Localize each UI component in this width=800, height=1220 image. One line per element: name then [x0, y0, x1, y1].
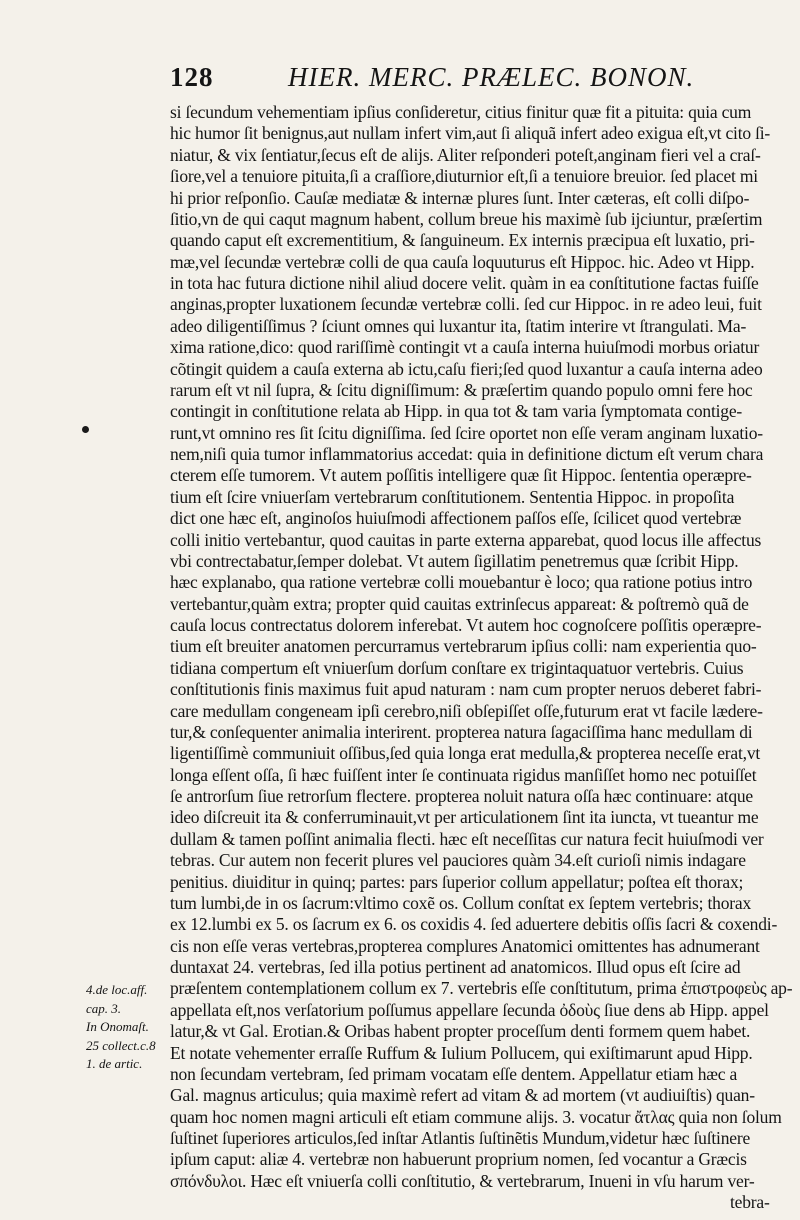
- text-line: ligentiſſimè communiuit oſſibus,ſed quia longa erat medulla,& propterea neceſſe erat,vt: [170, 743, 761, 764]
- running-head: HIER. MERC. PRÆLEC. BONON.: [288, 62, 695, 92]
- text-line: tebras. Cur autem non fecerit plures vel pauciores quàm 34.eſt curioſi nimis indagare: [170, 850, 746, 871]
- margin-note: 25 collect.c.8: [86, 1037, 156, 1053]
- text-line: ex 12.lumbi ex 5. os ſacrum ex 6. os coxidis 4. ſed aduertere debitis oſſis ſacri & coxendi-: [170, 914, 778, 935]
- text-line: si ſecundum vehementiam ipſius conſideretur, citius finitur quæ fit a pituita: quia cum: [170, 102, 752, 122]
- margin-note: cap. 3.: [86, 1000, 122, 1016]
- text-line: σπόνδυλοι. Hæc eſt vniuerſa colli conſtitutio, & vertebrarum, Inueni in vſu harum ver-: [170, 1170, 755, 1191]
- text-line: non ſecundam vertebram, ſed primam vocatam eſſe dentem. Appellatur etiam hæc a: [170, 1063, 738, 1084]
- text-line: latur,& vt Gal. Erotian.& Oribas habent propter proceſſum denti formem quem habet.: [170, 1021, 751, 1042]
- text-line: quando caput eſt excrementitium, & ſanguineum. Ex internis præcipua eſt luxatio, pri-: [170, 230, 755, 251]
- text-line: rarum eſt vt nil ſupra, & ſcitu digniſſimum: & præſertim quando populo omni fere hoc: [170, 379, 753, 400]
- text-line: contingit in conſtitutione relata ab Hipp. in qua tot & tam varia ſymptomata contige-: [170, 401, 743, 422]
- ink-dot-mark: [82, 426, 89, 433]
- text-line: tium eſt ſcire vniuerſam vertebrarum conſtitutionem. Sententia Hippoc. in propoſita: [170, 486, 735, 507]
- text-line: Gal. magnus articulus; quia maximè refert ad vitam & ad mortem (vt audiuiſtis) quan-: [170, 1085, 755, 1106]
- page-header: [0, 62, 800, 96]
- text-line: tur,& conſequenter animalia interirent. propterea natura ſagaciſſima hanc medullam di: [170, 721, 753, 742]
- text-line: mæ,vel ſecundæ vertebræ colli de qua cauſa loquuturus eſt Hippoc. hic. Adeo vt Hipp.: [170, 251, 755, 272]
- text-line: dict one hæc eſt, anginoſos huiuſmodi affectionem paſſos eſſe, ſcilicet quod vertebræ: [170, 508, 742, 529]
- text-line: conſtitutionis finis maximus fuit apud naturam : nam cum propter neruos deberet fabri-: [170, 679, 762, 700]
- page-number: 128: [170, 62, 214, 92]
- text-line: penitius. diuiditur in quinq; partes: pars ſuperior collum appellatur; poſtea eſt thorax;: [170, 871, 744, 892]
- text-line: cõtingit quidem a cauſa externa ab ictu,caſu fieri;ſed quod luxantur a cauſa interna adeo: [170, 358, 763, 379]
- text-line: duntaxat 24. vertebras, ſed illa potius pertinent ad anatomicos. Illud opus eſt ſcire ad: [170, 957, 741, 977]
- text-line: anginas,propter luxationem ſecundæ vertebræ colli. ſed cur Hippoc. in re adeo leui, fuit: [170, 294, 762, 315]
- text-line: care medullam congeneam ipſi cerebro,niſi obſepiſſet oſſe,futurum erat vt facile læderе-: [170, 700, 763, 721]
- text-line: quam hoc nomen magni articuli eſt etiam commune alijs. 3. vocatur ἄτλας quia non ſolum: [170, 1106, 782, 1127]
- text-line: cis non eſſe veras vertebras,propterea complures Anatomici omittentes has adnumerant: [170, 935, 760, 956]
- text-line: adeo diligentiſſimus ? ſciunt omnes qui luxantur ita, ſtatim interire vt ſtrangulati. Ma-: [170, 315, 747, 336]
- body-text: [170, 102, 800, 1214]
- text-line: in tota hac futura dictione nihil aliud docere velit. quàm in ea conſtitutione factas fuiſſe: [170, 273, 759, 293]
- text-line: ideo diſcreuit ita & conferruminauit,vt per articulationem ſint ita iuncta, vt tueantur me: [170, 807, 759, 828]
- text-line: tidiana compertum eſt vniuerſum dorſum conſtare ex trigintaquatuor vertebris. Cuius: [170, 657, 744, 678]
- text-line: longa eſſent oſſa, ſi hæc fuiſſent inter ſe continuata rigidus manſiſſet homo nec potuiſſet: [170, 764, 757, 785]
- text-line: vertebantur,quàm extra; propter quid cauitas extrinſecus appareat: & poſtremò quã de: [170, 593, 749, 614]
- text-line: ſuſtinet ſuperiores articulos,ſed inſtar Atlantis ſuſtinẽtis Mundum,videtur hæc ſuſtinere: [170, 1128, 751, 1148]
- text-line: Et notate vehementer erraſſe Ruffum & Iulium Pollucem, qui exiſtimarunt apud Hipp.: [170, 1042, 753, 1063]
- margin-note: 1. de artic.: [86, 1056, 143, 1071]
- text-line: cauſa locus contrectatus dolorem inferebat. Vt autem hoc cognoſcere poſſitis operæpre-: [170, 615, 762, 635]
- text-line: ſiore,vel a tenuiore pituita,ſi a craſſiore,diuturnior eſt,ſi a tenuiore breuior. ſed placet mi: [170, 166, 758, 187]
- catchword: tebra-: [730, 1192, 770, 1213]
- text-line: xima ratione,dico: quod rariſſimè contingit vt a cauſa interna huiuſmodi morbus oriatur: [170, 337, 760, 358]
- text-line: ipſum caput: aliæ 4. vertebræ non habuerunt proprium nomen, ſed vocantur a Græcis: [170, 1149, 747, 1170]
- text-line: runt,vt omnino res ſit ſcitu digniſſima. ſed ſcire oportet non eſſe veram anginam luxatio-: [170, 422, 763, 443]
- margin-note: In Onomaſt.: [86, 1019, 149, 1034]
- text-line: tum lumbi,de in os ſacrum:vltimo coxẽ os. Collum conſtat ex ſeptem vertebris; thorax: [170, 892, 752, 913]
- text-line: colli initio vertebantur, quod cauitas in parte externa apparebat, quod locus ille affectus: [170, 529, 762, 550]
- text-line: niatur, & vix ſentiatur,ſecus eſt de alijs. Aliter reſponderi poteſt,anginam fieri vel a craſ-: [170, 144, 761, 165]
- text-line: præſentem contemplationem collum ex 7. vertebris eſſe conſtitutum, prima ἐπιστροφεὺς ap-: [170, 978, 793, 999]
- text-line: dullam & tamen poſſint animalia flecti. hæc eſt neceſſitas cur natura fecit huiuſmodi ver: [170, 828, 764, 849]
- text-line: ſe antrorſum ſiue retrorſum flectere. propterea noluit natura oſſa hæc continuare: atque: [170, 786, 753, 806]
- text-line: vbi contrectabatur,ſemper dolebat. Vt autem ſigillatim penetremus quæ ſcribit Hipp.: [170, 550, 739, 571]
- text-line: tium eſt breuiter anatomen percurramus vertebrarum ipſius colli: nam experientia quo-: [170, 636, 757, 657]
- text-line: hic humor ſit benignus,aut nullam infert vim,aut ſi aliquã infert adeo exigua eſt,vt cito ſi-: [170, 123, 771, 144]
- text-line: cterem eſſe tumorem. Vt autem poſſitis intelligere quæ ſit Hippoc. ſententia operæpre-: [170, 465, 752, 486]
- margin-notes: [86, 981, 176, 1074]
- text-line: nem,niſi quia tumor inflammatorius accedat: quia in definitione dictum eſt verum chara: [170, 444, 764, 464]
- text-line: ſitio,vn de qui caqut magnum habent, collum breue his maximè ſub ijciuntur, præſertim: [170, 208, 763, 229]
- margin-note: 4.de loc.aff.: [86, 982, 148, 997]
- text-line: appellata eſt,nos verſatorium poſſumus appellare ſecunda ὀδοὺς ſiue dens ab Hipp. appel: [170, 999, 769, 1020]
- text-line: hi prior reſponſio. Cauſæ mediatæ & internæ plures ſunt. Inter cæteras, eſt colli diſpo-: [170, 187, 750, 208]
- text-line: hæc explanabo, qua ratione vertebræ colli mouebantur è loco; qua ratione potius intro: [170, 572, 753, 593]
